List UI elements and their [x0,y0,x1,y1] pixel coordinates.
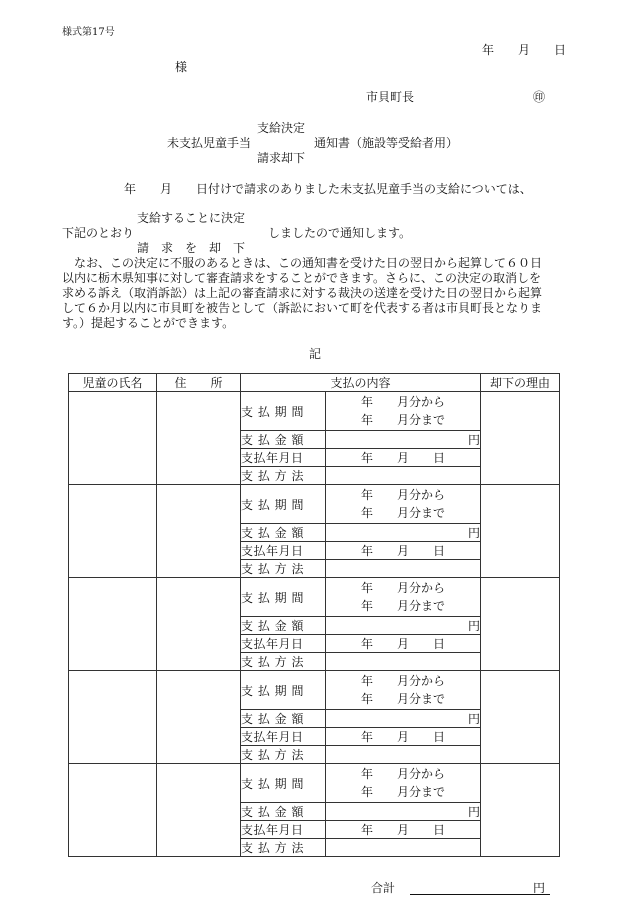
address-cell[interactable] [157,671,241,764]
amount-value[interactable]: 円 [326,803,481,821]
date-value[interactable]: 年 月 日 [326,728,481,746]
body-line1: 年 月 日付けで請求のありました未支払児童手当の支給については、 [124,182,532,196]
period-value[interactable] [326,392,481,431]
body-middle-right: しましたので通知します。 [268,226,412,240]
total-unit: 円 [533,881,546,895]
ki-label: 記 [309,347,322,361]
appeal-line-3: 求める訴え（取消訴訟）は上記の審査請求に対する裁決の送達を受けた日の翌日から起算 [62,286,543,300]
appeal-line-2: 以内に栃木県知事に対して審査請求をすることができます。さらに、この決定の取消しを [62,271,542,285]
seal-mark: ㊞ [533,90,546,104]
period-to: 年 月分まで [361,599,446,613]
body-option-lower: 請 求 を 却 下 [137,241,246,255]
date-label: 支払年月日 [241,821,326,839]
child-name-cell[interactable] [69,764,157,857]
table-row [69,671,560,710]
rejection-reason-cell[interactable] [481,578,560,671]
date-label: 支払年月日 [241,635,326,653]
period-value[interactable] [326,764,481,803]
date-label: 支払年月日 [241,449,326,467]
period-label: 支 払 期 間 [241,671,326,710]
period-from: 年 月分から [361,767,446,781]
addressee-suffix: 様 [175,60,188,74]
date-label: 支払年月日 [241,542,326,560]
title-main-right: 通知書（施設等受給者用） [314,136,459,150]
amount-value[interactable]: 円 [326,617,481,635]
body-middle-left: 下記のとおり [62,226,135,240]
method-value[interactable] [326,467,481,485]
child-name-cell[interactable] [69,392,157,485]
period-to: 年 月分まで [361,785,446,799]
address-cell[interactable] [157,578,241,671]
period-to: 年 月分まで [361,692,446,706]
amount-label: 支 払 金 額 [241,431,326,449]
body-option-upper: 支給することに決定 [137,211,246,225]
amount-value[interactable]: 円 [326,710,481,728]
address-cell[interactable] [157,485,241,578]
form-number: 様式第17号 [62,27,115,38]
amount-label: 支 払 金 額 [241,524,326,542]
date-value[interactable]: 年 月 日 [326,821,481,839]
period-from: 年 月分から [361,488,446,502]
period-value[interactable] [326,671,481,710]
date-header: 年 月 日 [482,43,567,57]
table-row [69,578,560,617]
period-from: 年 月分から [361,581,446,595]
period-value[interactable] [326,578,481,617]
header-child-name: 児童の氏名 [69,374,157,392]
child-name-cell[interactable] [69,485,157,578]
method-label: 支 払 方 法 [241,467,326,485]
amount-label: 支 払 金 額 [241,710,326,728]
header-rejection-reason: 却下の理由 [481,374,560,392]
total-underline[interactable] [410,894,550,895]
method-label: 支 払 方 法 [241,653,326,671]
title-option-lower: 請求却下 [257,151,306,165]
amount-label: 支 払 金 額 [241,803,326,821]
period-value[interactable] [326,485,481,524]
period-label: 支 払 期 間 [241,392,326,431]
date-value[interactable]: 年 月 日 [326,542,481,560]
address-cell[interactable] [157,392,241,485]
period-to: 年 月分まで [361,506,446,520]
date-label: 支払年月日 [241,728,326,746]
method-value[interactable] [326,746,481,764]
period-from: 年 月分から [361,395,446,409]
table-header-row [69,374,560,392]
table-row [69,764,560,803]
rejection-reason-cell[interactable] [481,764,560,857]
amount-value[interactable]: 円 [326,431,481,449]
table-row [69,392,560,431]
period-label: 支 払 期 間 [241,578,326,617]
rejection-reason-cell[interactable] [481,671,560,764]
period-label: 支 払 期 間 [241,485,326,524]
method-value[interactable] [326,653,481,671]
method-label: 支 払 方 法 [241,839,326,857]
title-option-upper: 支給決定 [257,121,306,135]
rejection-reason-cell[interactable] [481,485,560,578]
period-to: 年 月分まで [361,413,446,427]
method-label: 支 払 方 法 [241,560,326,578]
payment-table [68,373,560,857]
method-label: 支 払 方 法 [241,746,326,764]
rejection-reason-cell[interactable] [481,392,560,485]
period-label: 支 払 期 間 [241,764,326,803]
title-main-left: 未支払児童手当 [167,136,252,150]
address-cell[interactable] [157,764,241,857]
amount-label: 支 払 金 額 [241,617,326,635]
child-name-cell[interactable] [69,578,157,671]
issuer: 市貝町長 [366,90,415,104]
date-value[interactable]: 年 月 日 [326,449,481,467]
total-label: 合計 [371,881,396,895]
appeal-line-1: なお、この決定に不服のあるときは、この通知書を受けた日の翌日から起算して６０日 [74,256,543,270]
table-row [69,485,560,524]
child-name-cell[interactable] [69,671,157,764]
method-value[interactable] [326,560,481,578]
period-from: 年 月分から [361,674,446,688]
header-address: 住 所 [157,374,241,392]
appeal-line-4: して６か月以内に市貝町を被告として（訴訟において町を代表する者は市貝町長となりま [62,301,543,315]
method-value[interactable] [326,839,481,857]
header-payment-details: 支払の内容 [241,374,481,392]
amount-value[interactable]: 円 [326,524,481,542]
appeal-line-5: す。）提起することができます。 [62,316,235,330]
date-value[interactable]: 年 月 日 [326,635,481,653]
